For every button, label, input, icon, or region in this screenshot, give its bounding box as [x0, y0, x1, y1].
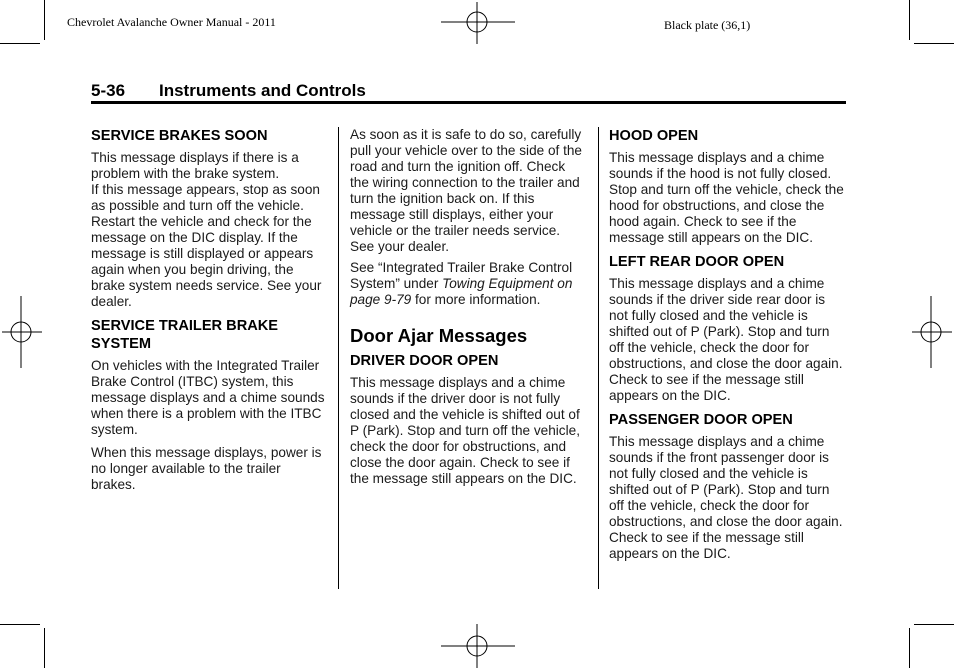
paragraph: On vehicles with the Integrated Trailer Brake Control (ITBC) system, this message displays and a chime sounds when there is a problem with the ITBC system.: [91, 358, 325, 437]
heading-service-brakes-soon: SERVICE BRAKES SOON: [91, 128, 268, 144]
heading-left-rear-door-open: LEFT REAR DOOR OPEN: [609, 254, 785, 270]
manual-title: Chevrolet Avalanche Owner Manual - 2011: [67, 15, 276, 29]
paragraph: This message displays and a chime sounds if the driver door is not fully closed and the vehicle is shifted out of P (Park). Stop and turn off the vehicle, check the door for obstructions, and close the door again. Check to see if the message still appears on the DIC.: [350, 375, 580, 486]
heading-passenger-door-open: PASSENGER DOOR OPEN: [609, 412, 793, 428]
column-divider-1: [338, 127, 339, 589]
plate-label: Black plate (36,1): [664, 18, 751, 32]
paragraph: This message displays and a chime sounds if the driver side rear door is not fully closed and the vehicle is shifted out of P (Park). Stop and turn off the vehicle, check the door for obstructions, and close the door again. Check to see if the message still appears on the DIC.: [609, 276, 843, 403]
column-3: [609, 127, 845, 562]
column-2: [350, 127, 586, 487]
paragraph-cross-reference: [350, 260, 586, 308]
cross-reference-link[interactable]: Towing Equipment on page 9-79: [350, 276, 573, 307]
registration-mark-left: [2, 296, 42, 368]
paragraph: This message displays and a chime sounds if the front passenger door is not fully closed and the vehicle is shifted out of P (Park). Stop and turn off the vehicle, check the door for obstructions, and close the door again. Check to see if the message still appears on the DIC.: [609, 434, 843, 561]
registration-mark-top: [441, 2, 515, 44]
page-number: 5-36: [91, 81, 126, 100]
paragraph: As soon as it is safe to do so, carefully pull your vehicle over to the side of the road and turn the ignition off. Check the wiring connection to the trailer and turn the ignition back on. If this message still displays, either your vehicle or the trailer needs service. See your dealer.: [350, 127, 582, 254]
paragraph: This message displays if there is a problem with the brake system.: [91, 150, 299, 181]
column-1: [91, 127, 327, 493]
paragraph: If this message appears, stop as soon as possible and turn off the vehicle. Restart the vehicle and check for the message on the DIC display. If the message is still displayed or appears again when you begin driving, the brake system needs service. See your dealer.: [91, 182, 322, 309]
heading-service-trailer-brake-system: SERVICE TRAILER BRAKE SYSTEM: [91, 318, 279, 352]
heading-driver-door-open: DRIVER DOOR OPEN: [350, 353, 499, 369]
header-rule: [91, 101, 846, 104]
heading-hood-open: HOOD OPEN: [609, 128, 699, 144]
registration-mark-right: [912, 296, 952, 368]
column-divider-2: [598, 127, 599, 589]
heading-door-ajar-messages: Door Ajar Messages: [350, 325, 528, 346]
section-title: Instruments and Controls: [159, 81, 366, 100]
registration-mark-bottom: [441, 624, 515, 668]
paragraph: This message displays and a chime sounds if the hood is not fully closed. Stop and turn off the vehicle, check the hood for obstructions, and close the hood again. Check to see if the message still appears on the DIC.: [609, 150, 844, 245]
paragraph: When this message displays, power is no longer available to the trailer brakes.: [91, 445, 322, 492]
section-header: [91, 81, 366, 101]
cross-reference-text: for more information.: [411, 292, 541, 307]
cross-reference-text: See “Integrated Trailer Brake Control System” under: [350, 260, 573, 291]
